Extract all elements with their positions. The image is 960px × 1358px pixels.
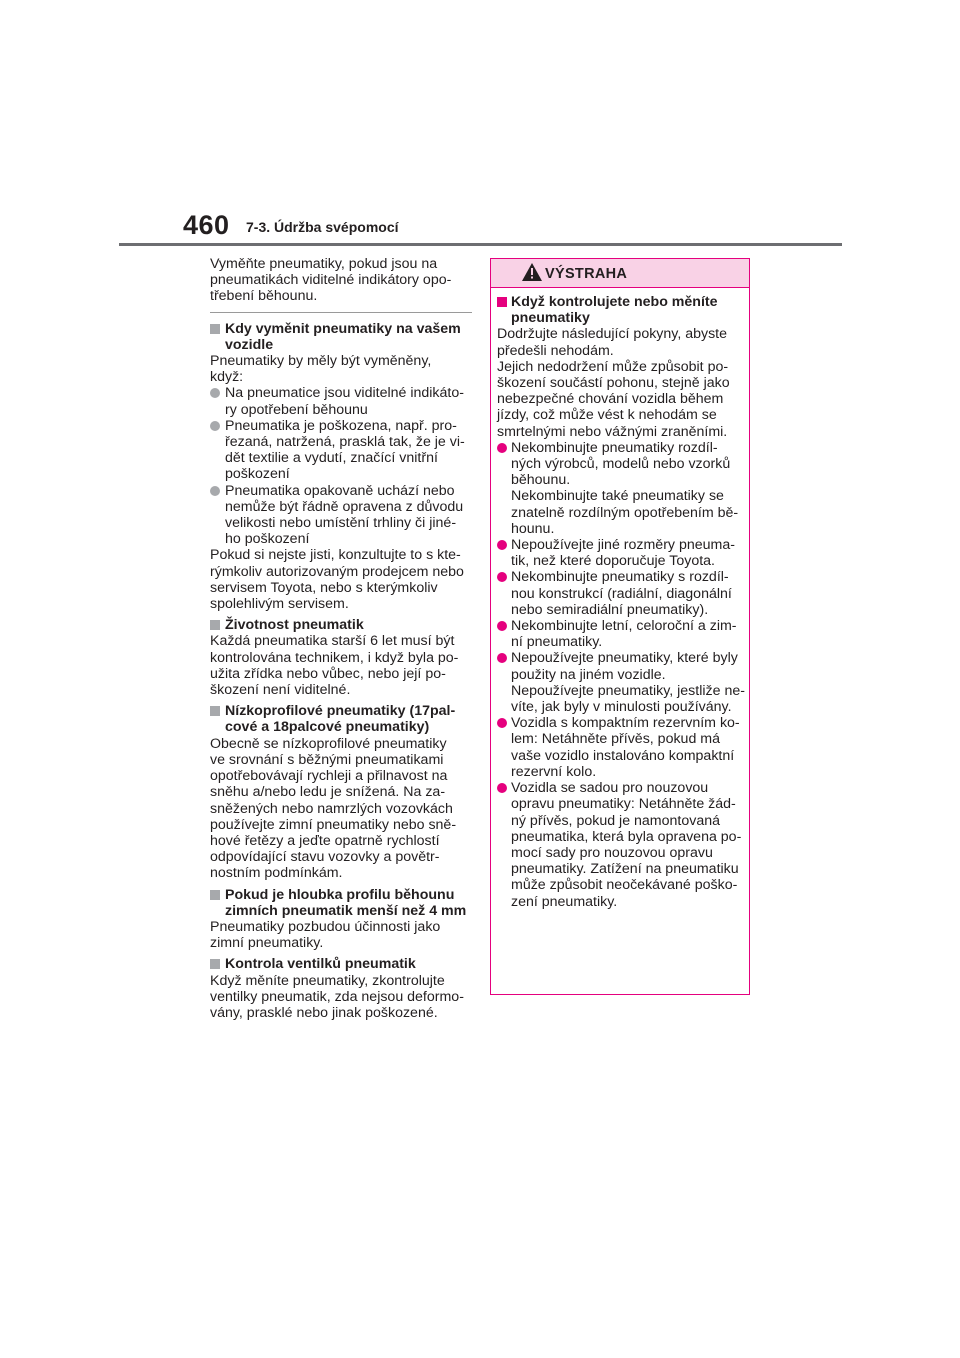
section-heading: Kdy vyměnit pneumatiky na vašem vozidle — [210, 321, 472, 353]
warning-body — [491, 288, 749, 910]
warning-triangle-icon — [522, 263, 542, 281]
warning-list-item: Vozidla s kompaktním rezervním ko- lem: Netáhněte přívěs, pokud má vaše vozidlo instalováno kompaktní rezervní kolo. — [497, 715, 744, 780]
body-text: Pokud si nejste jisti, konzultujte to s kte- rýmkoliv autorizovaným prodejcem nebo servisem Toyota, nebo s kterýmkoliv spolehlivým servisem. — [210, 547, 464, 613]
square-bullet-icon — [210, 324, 220, 334]
list-item: Na pneumatice jsou viditelné indikáto- ry opotřebení běhounu — [210, 385, 472, 417]
square-bullet-icon — [210, 620, 220, 630]
body-text: Pneumatiky by měly být vyměněny, když: — [210, 353, 432, 386]
round-bullet-icon — [497, 621, 507, 631]
warning-list-item: Nepoužívejte pneumatiky, které byly použity na jiném vozidle. Nepoužívejte pneumatiky, jestliže ne- víte, jak byly v minulosti používány. — [497, 650, 744, 715]
section-heading: Pokud je hloubka profilu běhounu zimních pneumatik menší než 4 mm — [210, 887, 472, 919]
round-bullet-icon — [497, 572, 507, 582]
warning-list-item: Nepoužívejte jiné rozměry pneuma- tik, než které doporučuje Toyota. — [497, 537, 744, 569]
list-item: Pneumatika je poškozena, např. pro- řezaná, natržená, prasklá tak, že je vi- dět textilie a vydutí, značící vnitřní poškození — [210, 418, 472, 483]
section-tread-depth — [210, 887, 472, 952]
section-heading: Životnost pneumatik — [210, 617, 472, 633]
warning-title: VÝSTRAHA — [545, 266, 628, 282]
warning-box — [490, 258, 750, 995]
intro-text: Vyměňte pneumatiky, pokud jsou na pneumatikách viditelné indikátory opo- třebení běhounu. — [210, 256, 452, 305]
left-column — [210, 256, 472, 1026]
body-text: Obecně se nízkoprofilové pneumatiky ve srovnání s běžnými pneumatikami opotřebovávají rychleji a přilnavost na sněhu a/nebo ledu je snížená. Na za- sněžených nebo namrzlých vozovkách používejte zimní pneumatiky nebo sně- hové řetězy a jeďte opatrně rychlostí odpovídající stavu vozovky a povětr- nostním podmínkám. — [210, 735, 457, 882]
round-bullet-icon — [497, 540, 507, 550]
round-bullet-icon — [210, 421, 220, 431]
warning-heading: Když kontrolujete nebo měníte pneumatiky — [497, 294, 744, 326]
section-heading: Kontrola ventilků pneumatik — [210, 956, 472, 972]
section-valve-check — [210, 956, 472, 1021]
square-bullet-icon — [210, 890, 220, 900]
warning-list-item: Nekombinujte letní, celoroční a zim- ní pneumatiky. — [497, 618, 744, 650]
round-bullet-icon — [497, 653, 507, 663]
section-tire-lifespan — [210, 617, 472, 698]
warning-header — [491, 259, 749, 288]
warning-list-item: Nekombinujte pneumatiky s rozdíl- nou konstrukcí (radiální, diagonální nebo semiradiální pneumatiky). — [497, 569, 744, 618]
round-bullet-icon — [210, 388, 220, 398]
section-title: 7-3. Údržba svépomocí — [246, 219, 399, 235]
header-rule — [119, 243, 842, 246]
round-bullet-icon — [497, 718, 507, 728]
square-bullet-icon — [497, 297, 507, 307]
round-bullet-icon — [210, 486, 220, 496]
square-bullet-icon — [210, 959, 220, 969]
body-text: Když měníte pneumatiky, zkontrolujte ventilky pneumatik, zda nejsou deformo- vány, prasklé nebo jinak poškozené. — [210, 972, 464, 1021]
square-bullet-icon — [210, 706, 220, 716]
body-text: Každá pneumatika starší 6 let musí být kontrolována technikem, i když byla po- užita zřídka nebo vůbec, nebo její po- škození není viditelné. — [210, 633, 459, 699]
warning-intro: Dodržujte následující pokyny, abyste předešli nehodám. Jejich nedodržení může způsobit po- škození součástí pohonu, stejně jako nebezpečné chování vozidla během jízdy, což může vést k nehodám se smrtelnými nebo vážnými zraněními. — [497, 326, 730, 440]
round-bullet-icon — [497, 443, 507, 453]
page-number: 460 — [183, 210, 230, 240]
section-low-profile-tires — [210, 703, 472, 881]
warning-list-item: Vozidla se sadou pro nouzovou opravu pneumatiky: Netáhněte žád- ný přívěs, pokud je namontovaná pneumatika, která byla opravena po- mocí sady pro nouzovou opravu pneumatiky. Zatížení na pneumatiku může způsobit neočekávané poško- zení pneumatiky. — [497, 780, 744, 910]
divider — [210, 312, 472, 313]
round-bullet-icon — [497, 783, 507, 793]
warning-list-item: Nekombinujte pneumatiky rozdíl- ných výrobců, modelů nebo vzorků běhounu. Nekombinujte také pneumatiky se znatelně rozdílným opotřebením bě- hounu. — [497, 440, 744, 537]
list-item: Pneumatika opakovaně uchází nebo nemůže být řádně opravena z důvodu velikosti nebo umístění trhliny či jiné- ho poškození — [210, 483, 472, 548]
section-tire-replacement — [210, 321, 472, 613]
section-heading: Nízkoprofilové pneumatiky (17pal- cové a 18palcové pneumatiky) — [210, 703, 472, 735]
body-text: Pneumatiky pozbudou účinnosti jako zimní pneumatiky. — [210, 918, 441, 952]
